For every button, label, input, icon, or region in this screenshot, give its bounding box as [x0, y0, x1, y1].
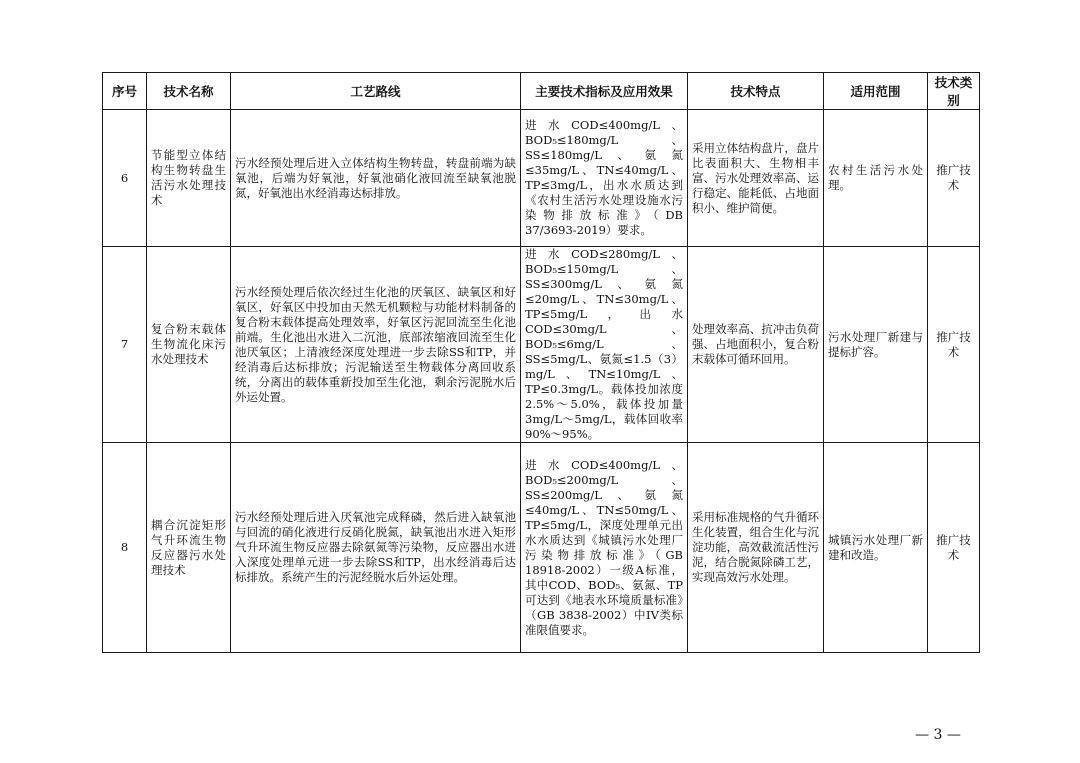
cell-features: 采用标准规格的气升循环生化装置，组合生化与沉淀功能，高效截流活性污泥，结合脱氮除磷工艺，实现高效污水处理。	[688, 443, 824, 653]
cell-indicators: 进水COD≤400mg/L、BOD₅≤180mg/L、SS≤180mg/L、氨氮≤35mg/L、TN≤40mg/L、TP≤3mg/L，出水水质达到《农村生活污水处理设施水污染物排放标准》（DB 37/3693-2019）要求。	[521, 110, 688, 247]
cell-process: 污水经预处理后进入厌氧池完成释磷，然后进入缺氧池与回流的硝化液进行反硝化脱氮，缺氧池出水进入矩形气升环流生物反应器去除氨氮等污染物，反应器出水进入深度处理单元进一步去除SS和TP，出水经消毒后达标排放。系统产生的污泥经脱水后外运处理。	[231, 443, 521, 653]
cell-no: 7	[103, 247, 147, 443]
cell-category: 推广技术	[928, 247, 980, 443]
header-indicators: 主要技术指标及应用效果	[521, 73, 688, 110]
table-header-row	[103, 73, 980, 110]
table-row	[103, 247, 980, 443]
header-process: 工艺路线	[231, 73, 521, 110]
cell-indicators: 进水COD≤400mg/L、BOD₅≤200mg/L、SS≤200mg/L、氨氮≤40mg/L、TN≤50mg/L、TP≤5mg/L，深度处理单元出水水质达到《城镇污水处理厂污染物排放标准》（GB 18918-2002）一级A标准，其中COD、BOD₅、氨氮、TP可达到《地表水环境质量标准》（GB 3838-2002）中IV类标准限值要求。	[521, 443, 688, 653]
cell-no: 6	[103, 110, 147, 247]
cell-scope: 城镇污水处理厂新建和改造。	[824, 443, 928, 653]
cell-category: 推广技术	[928, 110, 980, 247]
cell-name: 耦合沉淀矩形气升环流生物反应器污水处理技术	[147, 443, 231, 653]
cell-scope: 污水处理厂新建与提标扩容。	[824, 247, 928, 443]
cell-scope: 农村生活污水处理。	[824, 110, 928, 247]
header-name: 技术名称	[147, 73, 231, 110]
cell-process: 污水经预处理后进入立体结构生物转盘，转盘前端为缺氧池，后端为好氧池，好氧池硝化液回流至缺氧池脱氮，好氧池出水经消毒达标排放。	[231, 110, 521, 247]
cell-features: 采用立体结构盘片，盘片比表面积大、生物相丰富、污水处理效率高、运行稳定、能耗低、占地面积小、维护简便。	[688, 110, 824, 247]
page-number: — 3 —	[915, 727, 961, 743]
cell-name: 复合粉末载体生物流化床污水处理技术	[147, 247, 231, 443]
cell-name: 节能型立体结构生物转盘生活污水处理技术	[147, 110, 231, 247]
cell-features: 处理效率高、抗冲击负荷强、占地面积小，复合粉末载体可循环回用。	[688, 247, 824, 443]
header-no: 序号	[103, 73, 147, 110]
cell-process: 污水经预处理后依次经过生化池的厌氧区、缺氧区和好氧区，好氧区中投加由天然无机颗粒与功能材料制备的复合粉末载体提高处理效率，好氧区污泥回流至生化池前端。生化池出水进入二沉池，底部浓缩液回流至生化池厌氧区；上清液经深度处理进一步去除SS和TP，并经消毒后达标排放；污泥输送至生物载体分离回收系统，分离出的载体重新投加至生化池，剩余污泥脱水后外运处置。	[231, 247, 521, 443]
header-scope: 适用范围	[824, 73, 928, 110]
cell-category: 推广技术	[928, 443, 980, 653]
header-category: 技术类别	[928, 73, 980, 110]
technology-table	[102, 72, 980, 653]
table-row	[103, 443, 980, 653]
cell-no: 8	[103, 443, 147, 653]
header-features: 技术特点	[688, 73, 824, 110]
table-row	[103, 110, 980, 247]
cell-indicators: 进水COD≤280mg/L、BOD₅≤150mg/L、SS≤300mg/L、氨氮≤20mg/L、TN≤30mg/L、TP≤5mg/L，出水COD≤30mg/L、BOD₅≤6mg/L、SS≤5mg/L、氨氮≤1.5（3）mg/L、TN≤10mg/L、TP≤0.3mg/L。载体投加浓度2.5%～5.0%，载体投加量3mg/L～5mg/L，载体回收率90%～95%。	[521, 247, 688, 443]
